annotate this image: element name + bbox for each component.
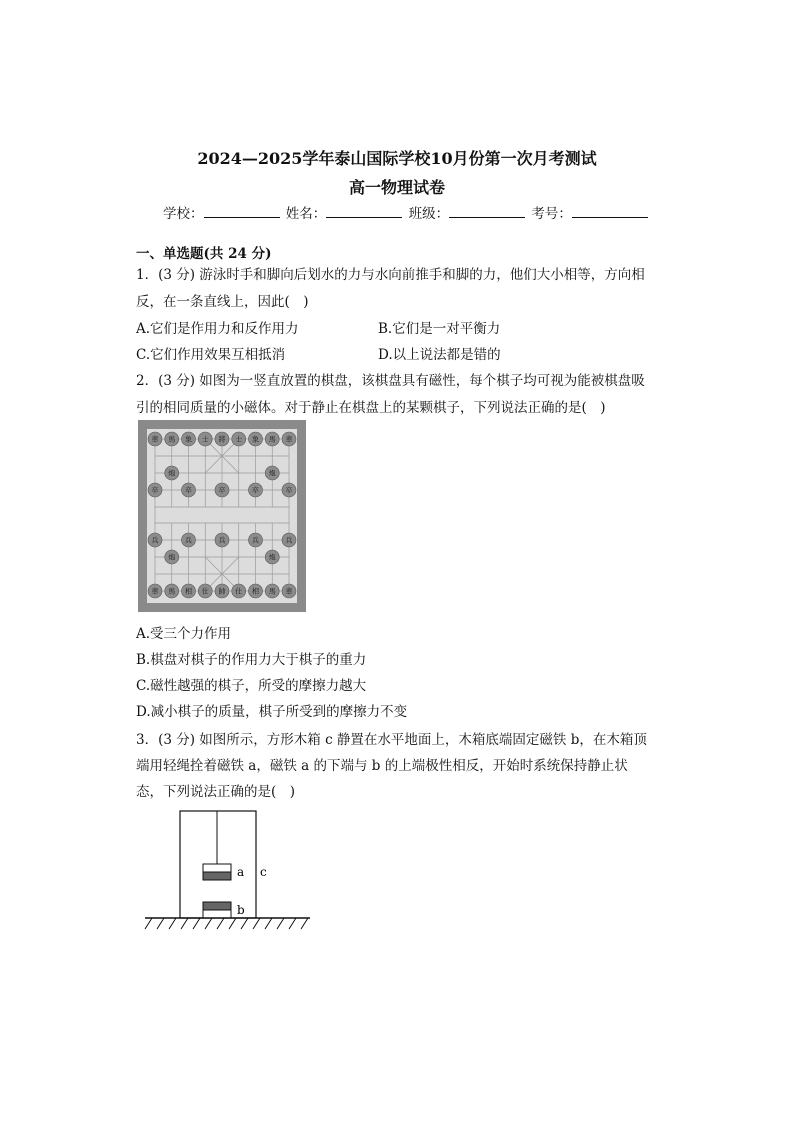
- q2-option-a: A.受三个力作用: [136, 626, 232, 642]
- chess-piece-cannon-top-right: [265, 466, 279, 480]
- exam-number-label: 考号：: [531, 206, 572, 222]
- chess-piece-pawn-4: [282, 533, 296, 547]
- svg-text:馬: 馬: [268, 435, 276, 444]
- school-label: 学校：: [163, 206, 204, 222]
- chessboard-grid: [147, 429, 297, 603]
- exam-subtitle: 高一物理试卷: [348, 178, 445, 197]
- svg-text:仕: 仕: [235, 587, 243, 596]
- chess-piece-pawn-2: [215, 533, 229, 547]
- chess-piece-top-3: [198, 432, 212, 446]
- svg-text:卒: 卒: [151, 486, 159, 495]
- chess-piece-soldier-1: [182, 483, 196, 497]
- svg-text:卒: 卒: [185, 486, 192, 495]
- chess-piece-soldier-3: [249, 483, 263, 497]
- section-title: 一、单选题(共 24 分): [136, 246, 272, 262]
- chess-piece-soldier-2: [215, 483, 229, 497]
- q2-option-b: B.棋盘对棋子的作用力大于棋子的重力: [136, 652, 367, 668]
- svg-text:馬: 馬: [268, 587, 276, 596]
- label-c: c: [260, 865, 267, 879]
- chess-piece-top-5: [232, 432, 246, 446]
- svg-text:兵: 兵: [218, 536, 226, 545]
- chess-piece-bottom-5: [232, 584, 246, 598]
- q2-option-c: C.磁性越强的棋子，所受的摩擦力越大: [136, 678, 367, 694]
- name-blank: [326, 205, 402, 218]
- name-label: 姓名：: [285, 206, 327, 222]
- svg-text:將: 將: [218, 435, 226, 444]
- svg-text:車: 車: [151, 587, 159, 596]
- chess-piece-soldier-0: [148, 483, 162, 497]
- q1-option-b: B.它们是一对平衡力: [378, 321, 501, 337]
- svg-text:象: 象: [252, 435, 259, 444]
- q2-stem-line2: 引的相同质量的小磁体。对于静止在棋盘上的某颗棋子，下列说法正确的是( ): [136, 400, 606, 416]
- ground-hatching: [145, 918, 308, 929]
- svg-text:車: 車: [151, 435, 159, 444]
- svg-text:相: 相: [252, 587, 259, 596]
- chess-piece-top-6: [249, 432, 263, 446]
- class-blank: [449, 205, 525, 218]
- svg-text:相: 相: [185, 587, 192, 596]
- svg-text:士: 士: [235, 435, 243, 444]
- q1-option-d: D.以上说法都是错的: [378, 347, 501, 363]
- svg-text:兵: 兵: [252, 536, 259, 545]
- chess-piece-bottom-6: [249, 584, 263, 598]
- svg-text:炮: 炮: [168, 553, 176, 562]
- q3-stem-line2: 端用轻绳拴着磁铁 a，磁铁 a 的下端与 b 的上端极性相反，开始时系统保持静止状: [136, 758, 628, 774]
- svg-text:士: 士: [201, 435, 209, 444]
- magnet-a-bottom: [203, 872, 231, 880]
- svg-text:車: 車: [285, 587, 293, 596]
- q2-option-d: D.减小棋子的质量，棋子所受到的摩擦力不变: [136, 704, 408, 720]
- chess-piece-bottom-2: [182, 584, 196, 598]
- svg-text:卒: 卒: [285, 486, 293, 495]
- magnet-box-figure: [140, 808, 320, 933]
- magnet-b-top: [203, 902, 231, 910]
- svg-text:炮: 炮: [168, 469, 176, 478]
- class-label: 班级：: [408, 206, 450, 222]
- exam-title: 2024—2025学年泰山国际学校10月份第一次月考测试: [197, 149, 597, 168]
- q3-stem-line1: 3．(3 分) 如图所示，方形木箱 c 静置在水平地面上，木箱底端固定磁铁 b，在木箱顶: [136, 732, 647, 748]
- svg-text:仕: 仕: [201, 587, 209, 596]
- q1-option-c: C.它们作用效果互相抵消: [136, 347, 286, 363]
- svg-text:炮: 炮: [268, 553, 276, 562]
- chess-piece-bottom-4: [215, 584, 229, 598]
- svg-text:兵: 兵: [185, 536, 192, 545]
- chess-piece-top-4: [215, 432, 229, 446]
- chess-piece-cannon-bottom-right: [265, 550, 279, 564]
- chess-piece-top-0: [148, 432, 162, 446]
- chess-piece-bottom-0: [148, 584, 162, 598]
- svg-text:車: 車: [285, 435, 293, 444]
- chess-piece-cannon-bottom-left: [165, 550, 179, 564]
- svg-text:兵: 兵: [285, 536, 293, 545]
- magnet-b-bottom: [203, 910, 231, 918]
- school-blank: [204, 205, 280, 218]
- chess-piece-top-8: [282, 432, 296, 446]
- chess-piece-soldier-4: [282, 483, 296, 497]
- q3-stem-line3: 态，下列说法正确的是( ): [136, 784, 296, 800]
- chess-piece-cannon-top-left: [165, 466, 179, 480]
- label-b: b: [237, 903, 245, 917]
- magnet-a-top: [203, 864, 231, 872]
- student-info-row: [163, 202, 650, 222]
- svg-text:馬: 馬: [168, 587, 176, 596]
- chess-piece-top-7: [265, 432, 279, 446]
- chess-piece-top-1: [165, 432, 179, 446]
- chessboard-figure: [138, 420, 306, 612]
- q1-stem-line1: 1．(3 分) 游泳时手和脚向后划水的力与水向前推手和脚的力，他们大小相等，方向相: [136, 267, 645, 283]
- svg-text:兵: 兵: [151, 536, 159, 545]
- chess-piece-top-2: [182, 432, 196, 446]
- chessboard: [147, 429, 297, 603]
- svg-text:帥: 帥: [218, 587, 226, 596]
- chess-piece-bottom-7: [265, 584, 279, 598]
- chess-piece-bottom-1: [165, 584, 179, 598]
- exam-number-blank: [572, 205, 648, 218]
- svg-text:卒: 卒: [218, 486, 226, 495]
- svg-text:馬: 馬: [168, 435, 176, 444]
- svg-text:炮: 炮: [268, 469, 276, 478]
- chess-piece-pawn-3: [249, 533, 263, 547]
- label-a: a: [237, 865, 245, 879]
- chess-piece-pawn-1: [182, 533, 196, 547]
- q2-stem-line1: 2．(3 分) 如图为一竖直放置的棋盘，该棋盘具有磁性，每个棋子均可视为能被棋盘吸: [136, 373, 645, 389]
- chess-piece-bottom-8: [282, 584, 296, 598]
- svg-text:象: 象: [185, 435, 192, 444]
- chess-piece-pawn-0: [148, 533, 162, 547]
- svg-text:卒: 卒: [252, 486, 259, 495]
- chess-piece-bottom-3: [198, 584, 212, 598]
- q1-option-a: A.它们是作用力和反作用力: [136, 321, 299, 337]
- q1-stem-line2: 反，在一条直线上，因此( ): [136, 294, 309, 310]
